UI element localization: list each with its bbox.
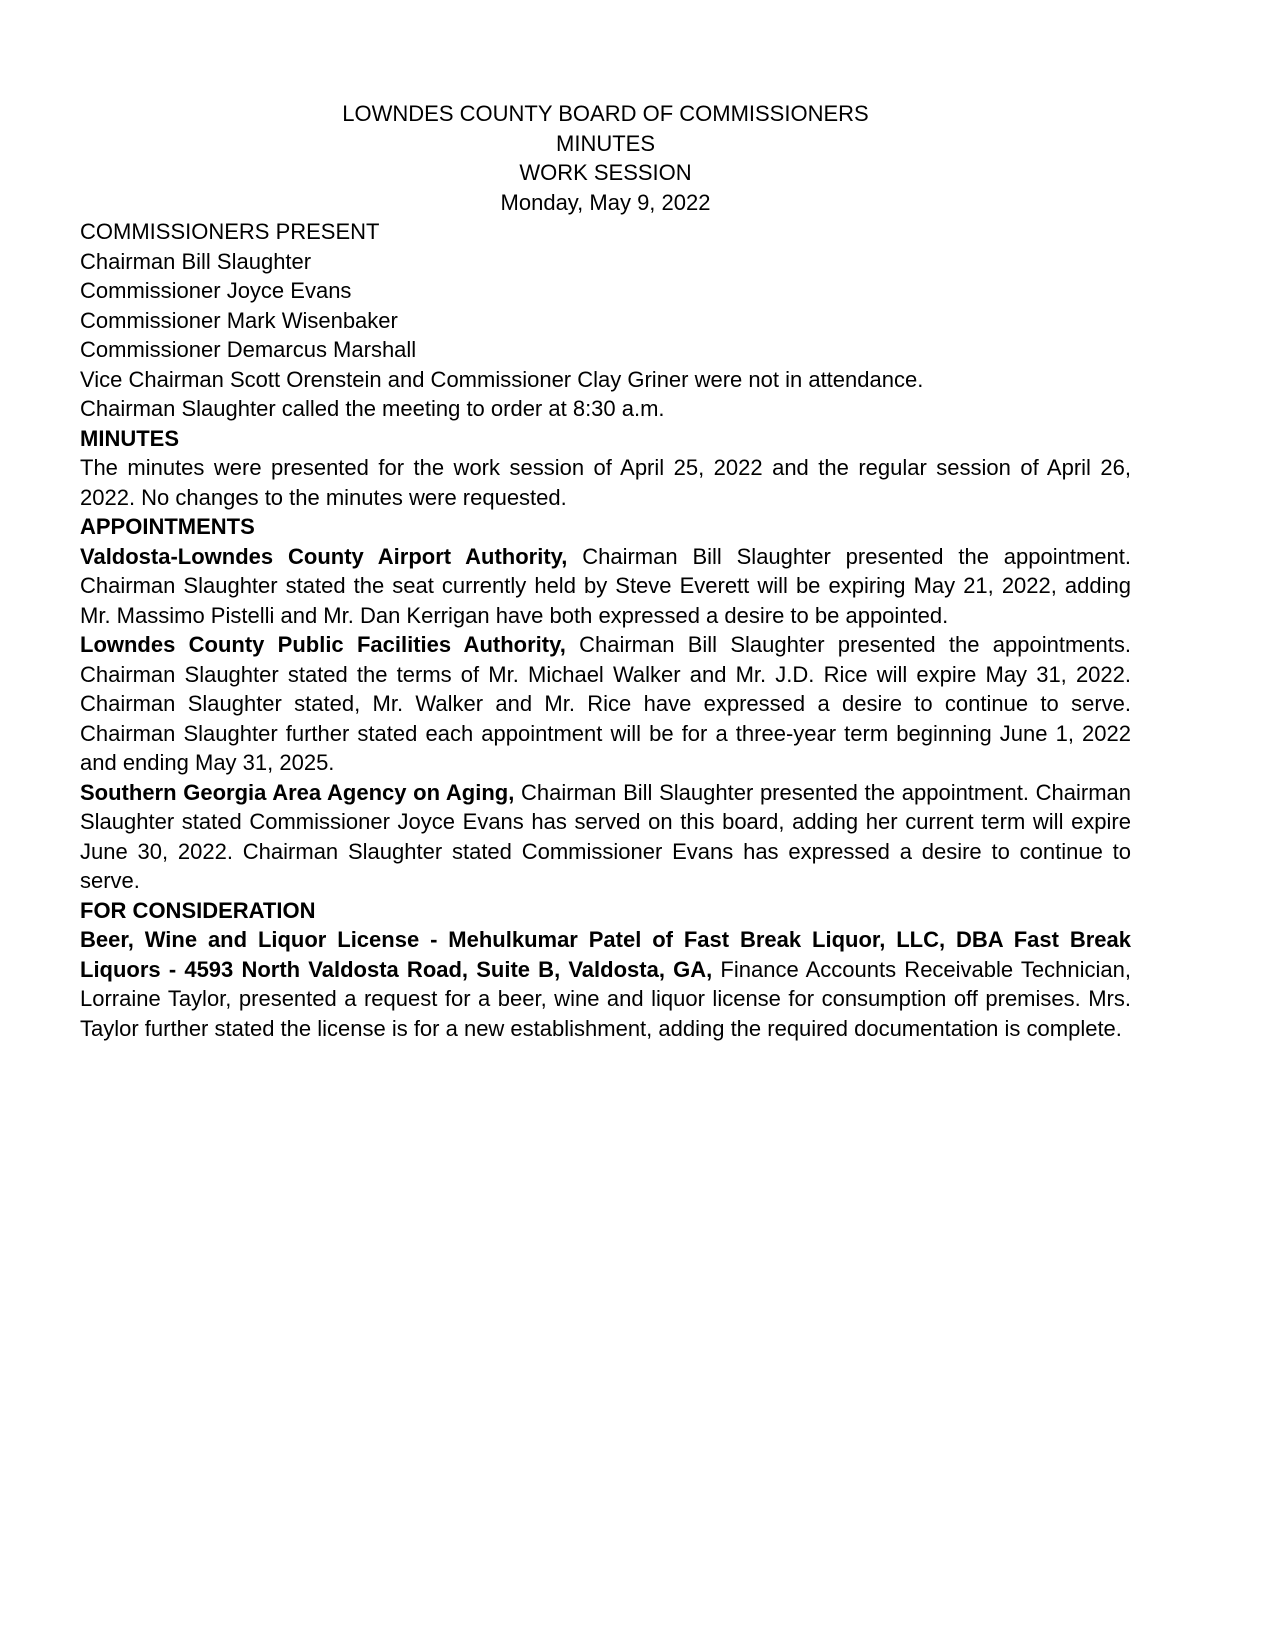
attendance-heading: COMMISSIONERS PRESENT [80,219,380,244]
appointment-lead: Lowndes County Public Facilities Authority, [80,632,566,657]
attendance-member: Chairman Bill Slaughter [80,248,312,274]
appointment-body: Chairman Bill Slaughter presented the appointment. Chairman Slaughter stated Commissioner Joyce Evans has served on this board, adding her current term will expire June 30, 2022. Chairman Slaughter stated Commissioner Evans has expressed a desire to continue to serve. [80,779,1131,893]
section-heading-appointments: APPOINTMENTS [80,514,255,539]
appointment-paragraph-agency-on-aging [80,778,1131,896]
absent-note: Vice Chairman Scott Orenstein and Commissioner Clay Griner were not in attendance. [80,366,924,392]
appointment-lead: Southern Georgia Area Agency on Aging, [80,779,515,805]
document-title-line-2: MINUTES [556,130,655,156]
consideration-lead: Beer, Wine and Liquor License - Mehulkumar Patel of Fast Break Liquor, LLC, DBA Fast Break Liquors - 4593 North Valdosta Road, Suite B, Valdosta, GA, [80,927,1131,982]
section-heading-minutes: MINUTES [80,425,179,451]
document-title-line-4: Monday, May 9, 2022 [500,189,711,215]
appointment-body: Chairman Bill Slaughter presented the appointment. Chairman Slaughter stated the seat currently held by Steve Everett will be expiring May 21, 2022, adding Mr. Massimo Pistelli and Mr. Dan Kerrigan have both expressed a desire to be appointed. [80,543,1131,628]
document-title-block [80,99,1131,217]
attendance-member: Commissioner Mark Wisenbaker [80,307,398,333]
attendance-member: Commissioner Joyce Evans [80,278,352,303]
attendance-block [80,217,1131,365]
call-to-order: Chairman Slaughter called the meeting to order at 8:30 a.m. [80,396,665,421]
appointment-paragraph-public-facilities [80,630,1131,778]
appointment-paragraph-airport-authority [80,542,1131,631]
document-title-line-1: LOWNDES COUNTY BOARD OF COMMISSIONERS [342,101,869,126]
minutes-paragraph: The minutes were presented for the work session of April 25, 2022 and the regular session of April 26, 2022. No changes to the minutes were requested. [80,455,1131,510]
section-heading-for-consideration: FOR CONSIDERATION [80,897,316,923]
consideration-body: Finance Accounts Receivable Technician, Lorraine Taylor, presented a request for a beer, wine and liquor license for consumption off premises. Mrs. Taylor further stated the license is for a new establishment, adding the required documentation is complete. [80,956,1131,1041]
document-title-line-3: WORK SESSION [519,160,692,185]
attendance-member: Commissioner Demarcus Marshall [80,337,417,362]
appointment-body: Chairman Bill Slaughter presented the appointments. Chairman Slaughter stated the terms of Mr. Michael Walker and Mr. J.D. Rice will expire May 31, 2022. Chairman Slaughter stated, Mr. Walker and Mr. Rice have expressed a desire to continue to serve. Chairman Slaughter further stated each appointment will be for a three-year term beginning June 1, 2022 and ending May 31, 2025. [80,632,1131,775]
appointment-lead: Valdosta-Lowndes County Airport Authority, [80,543,568,569]
consideration-paragraph-liquor-license [80,925,1131,1043]
